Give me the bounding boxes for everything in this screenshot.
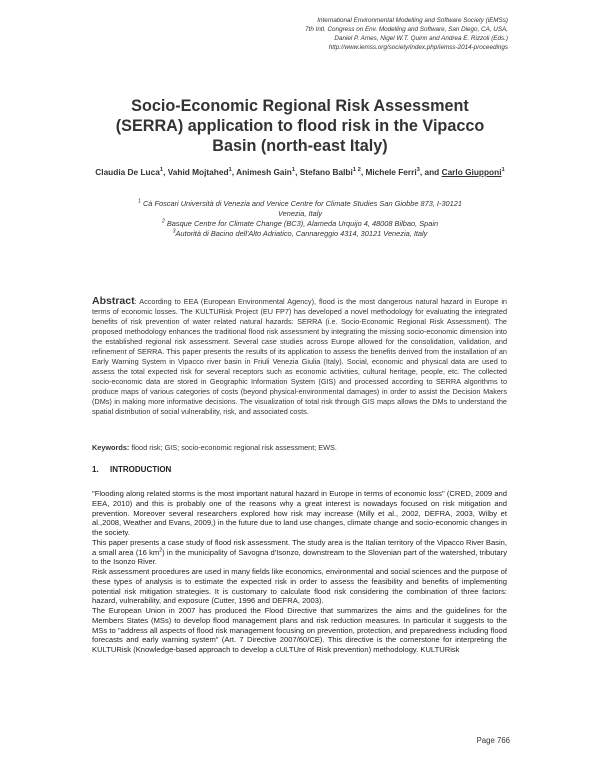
- header-line: International Environmental Modelling and Software Society (iEMSs): [317, 17, 508, 24]
- affiliation-text: Autorità di Bacino dell'Alto Adriatico, Cannareggio 4314, 30121 Venezia, Italy: [175, 229, 428, 238]
- body-text-segment: ) in the municipality of Savogna d'Isonzo, downstream to the Slovenian part of the watershed, tributary to the Isonzo River.: [92, 547, 507, 567]
- paper-title: [60, 96, 540, 156]
- author-conjunction: and: [424, 167, 440, 177]
- body-text-segment: This paper presents a case study of flood risk assessment. The study area is the Italian territory of the Vipacco River Basin, a small area (16 km: [92, 537, 507, 557]
- author-affiliation-mark: 1: [159, 167, 164, 174]
- affiliation-mark: 3: [172, 228, 176, 235]
- author-affiliation-mark: 1 2: [352, 167, 361, 174]
- affiliation-mark: 2: [161, 218, 165, 225]
- affiliation-text: Cà Foscari Università di Venezia and Venice Centre for Climate Studies San Giobbe 873, I-30121: [142, 199, 463, 208]
- conference-header: [305, 16, 508, 52]
- affiliation-1: [100, 199, 500, 209]
- title-line: (SERRA) application to flood risk in the Vipacco: [115, 117, 485, 135]
- section-title: INTRODUCTION: [110, 465, 172, 474]
- affiliation-text: Basque Centre for Climate Change (BC3), Alameda Urquijo 4, 48008 Bilbao, Spain: [166, 219, 439, 228]
- title-line: Socio-Economic Regional Risk Assessment: [131, 97, 469, 115]
- author-name: Michele Ferri: [365, 167, 417, 177]
- body-text: [92, 489, 507, 655]
- title-line: Basin (north-east Italy): [212, 137, 388, 155]
- author-name: Animesh Gain: [236, 167, 292, 177]
- page-number: Page 766: [476, 736, 510, 745]
- abstract: [92, 296, 507, 417]
- author-affiliation-mark: 1: [291, 167, 296, 174]
- affiliation-mark: 1: [137, 198, 141, 205]
- body-paragraph: The European Union in 2007 has produced the Flood Directive that summarizes the aims and the guidelines for the Members States (MSs) to develop flood management plans and risk reduction measures. In particular it suggests to the MSs to "address all aspects of flood risk management focusing on prevention, protection, and preparedness including flood forecasts and early warning system" (Art. 7 Directive 2007/60/CE). This directive is the cornerstone for interpreting the KULTURisk (Knowledge-based approach to develop a cULTUre of Risk prevention) methodology. KULTURisk: [92, 606, 507, 654]
- affiliation-2: [100, 219, 500, 229]
- header-url: http://www.iemss.org/society/index.php/iemss-2014-proceedings: [328, 44, 508, 51]
- header-line: 7th Intl. Congress on Env. Modelling and Software, San Diego, CA, USA,: [305, 26, 508, 33]
- affiliations: [100, 199, 500, 239]
- section-heading: [92, 465, 171, 474]
- author-affiliation-mark: 1: [228, 167, 232, 174]
- corresponding-author-name: Carlo Giupponi: [441, 167, 502, 177]
- author-affiliation-mark: 1: [501, 167, 505, 174]
- affiliation-1-continued: Venezia, Italy: [277, 209, 323, 218]
- section-number: 1.: [92, 465, 99, 474]
- keywords-text: flood risk; GIS; socio-economic regional risk assessment; EWS.: [129, 443, 337, 452]
- abstract-label: Abstract: [92, 295, 135, 307]
- superscript: 2: [159, 546, 163, 553]
- author-name: Vahid Mojtahed: [167, 167, 229, 177]
- body-paragraph: "Flooding along related storms is the most important natural hazard in Europe in terms of economic loss" (CRED, 2009 and EEA, 2010) and this is probably one of the reasons why a great interest is nowadays focused on risk mitigation and prevention. Moreover several researchers explored how risk may increase (Milly et al., 2002, DEFRA, 2003, Wilby et al.,2008, Weather and Evans, 2009,) in the future due to land use changes, climate change and socio-economic changes in the society.: [92, 489, 507, 537]
- author-name: Claudia De Luca: [95, 167, 160, 177]
- body-paragraph: Risk assessment procedures are used in many fields like economics, environmental and social sciences and the purpose of these types of analysis is to estimate the expected risk in order to assess the feasibility and benefits of implementing potential risk mitigation strategies. It is customary to calculate flood risk considering the combination of three factors: hazard, vulnerability, and exposure (Cutter, 1996 and DEFRA, 2003).: [92, 567, 507, 606]
- keywords: [92, 443, 507, 453]
- keywords-label: Keywords:: [92, 443, 130, 452]
- abstract-text: : According to EEA (European Environmental Agency), flood is the most dangerous natural hazard in Europe in terms of economic losses. The KULTURisk Project (EU FP7) has developed a novel methodology for evaluating the integrated benefits of risk prevention of water related natural hazards: SERRA (i.e. Socio-Economic Regional Risk Assessment). The proposed methodology enhances the traditional flood risk assessment by integrating the missing socio-economic dimension into the established regional risk assessment. Several case studies across Europe allowed for the consolidation, validation, and refinement of SERRA. This paper presents the results of its application to assess the benefits derived from the installation of an Early Warning System in Vipacco river basin in Friuli Venezia Giulia (Italy). Social, economic and physical data are used to assess the total expected risk for several receptors such as economic activities, cultural heritage, people, etc. The collected socio-economic data are stored in Geographic Information System (GIS) and processed according to SERRA algorithms to produce maps of various categories of costs (beyond physical-environmental damages) in order to assist the Decision Makers (DMs) in making more informative decisions. The visualization of total risk through GIS maps allows the DMs to understand the spatial distribution of social vulnerability, risk, and associated costs.: [92, 297, 507, 416]
- author-list: Claudia De Luca$^1$, Vahid Mojtahed$^1$, Animesh Gain$^1$, Stefano Balbi$^{1 2}$, Michele Ferri$^3$, and Carlo Giupponi$^1$: [95, 167, 505, 177]
- affiliation-3: [100, 229, 500, 239]
- author-affiliation-mark: 3: [416, 167, 420, 174]
- author-name: Stefano Balbi: [299, 167, 353, 177]
- header-line: Daniel P. Ames, Nigel W.T. Quinn and Andrea E. Rizzoli (Eds.): [334, 35, 508, 42]
- body-paragraph: [92, 538, 507, 567]
